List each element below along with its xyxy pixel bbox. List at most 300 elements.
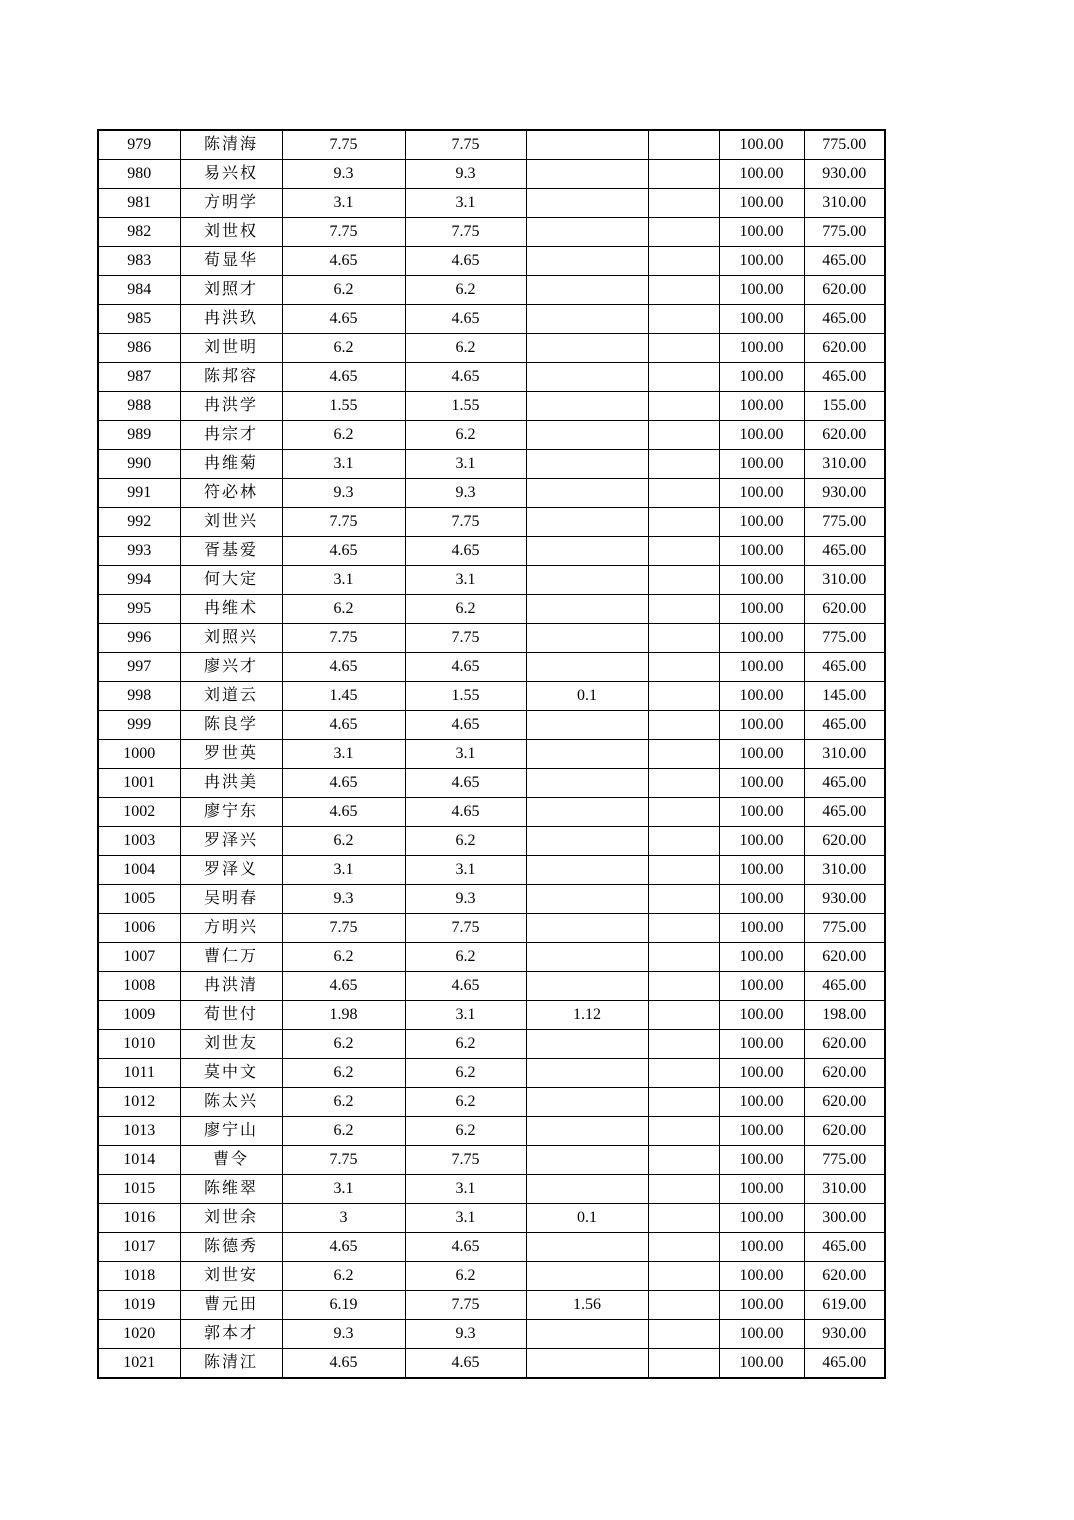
row-number-cell: 1011	[98, 1059, 180, 1088]
value-a-cell: 7.75	[282, 218, 405, 247]
value-b-cell: 4.65	[405, 711, 526, 740]
row-number-cell: 1016	[98, 1204, 180, 1233]
name-cell: 陈清江	[180, 1349, 282, 1379]
row-number-cell: 1004	[98, 856, 180, 885]
difference-cell	[526, 1349, 648, 1379]
value-a-cell: 6.2	[282, 334, 405, 363]
name-cell: 何大定	[180, 566, 282, 595]
value-a-cell: 6.2	[282, 1117, 405, 1146]
amount-cell: 930.00	[804, 885, 885, 914]
row-number-cell: 1014	[98, 1146, 180, 1175]
row-number-cell: 1018	[98, 1262, 180, 1291]
name-cell: 冉洪学	[180, 392, 282, 421]
row-number-cell: 986	[98, 334, 180, 363]
row-number-cell: 1013	[98, 1117, 180, 1146]
table-row	[98, 595, 885, 624]
value-b-cell: 4.65	[405, 537, 526, 566]
amount-cell: 465.00	[804, 1349, 885, 1379]
name-cell: 冉洪清	[180, 972, 282, 1001]
value-b-cell: 4.65	[405, 1233, 526, 1262]
value-b-cell: 6.2	[405, 1262, 526, 1291]
row-number-cell: 988	[98, 392, 180, 421]
amount-cell: 465.00	[804, 1233, 885, 1262]
blank-cell	[648, 1349, 719, 1379]
row-number-cell: 999	[98, 711, 180, 740]
row-number-cell: 991	[98, 479, 180, 508]
name-cell: 刘照才	[180, 276, 282, 305]
value-b-cell: 3.1	[405, 189, 526, 218]
rate-cell: 100.00	[719, 682, 804, 711]
rate-cell: 100.00	[719, 1320, 804, 1349]
rate-cell: 100.00	[719, 130, 804, 160]
value-b-cell: 4.65	[405, 305, 526, 334]
rate-cell: 100.00	[719, 943, 804, 972]
name-cell: 陈太兴	[180, 1088, 282, 1117]
blank-cell	[648, 305, 719, 334]
difference-cell	[526, 189, 648, 218]
value-b-cell: 6.2	[405, 595, 526, 624]
value-a-cell: 3	[282, 1204, 405, 1233]
row-number-cell: 1006	[98, 914, 180, 943]
difference-cell	[526, 1117, 648, 1146]
amount-cell: 620.00	[804, 334, 885, 363]
name-cell: 罗世英	[180, 740, 282, 769]
rate-cell: 100.00	[719, 711, 804, 740]
blank-cell	[648, 1262, 719, 1291]
amount-cell: 775.00	[804, 624, 885, 653]
name-cell: 郭本才	[180, 1320, 282, 1349]
table-row	[98, 160, 885, 189]
table-row	[98, 566, 885, 595]
value-a-cell: 4.65	[282, 798, 405, 827]
value-a-cell: 7.75	[282, 508, 405, 537]
value-a-cell: 4.65	[282, 247, 405, 276]
amount-cell: 620.00	[804, 421, 885, 450]
value-b-cell: 6.2	[405, 943, 526, 972]
rate-cell: 100.00	[719, 1291, 804, 1320]
value-a-cell: 6.2	[282, 1059, 405, 1088]
rate-cell: 100.00	[719, 218, 804, 247]
value-a-cell: 4.65	[282, 653, 405, 682]
table-body	[98, 130, 885, 1378]
name-cell: 方明兴	[180, 914, 282, 943]
amount-cell: 310.00	[804, 856, 885, 885]
value-a-cell: 7.75	[282, 624, 405, 653]
amount-cell: 620.00	[804, 827, 885, 856]
name-cell: 刘世安	[180, 1262, 282, 1291]
difference-cell: 0.1	[526, 682, 648, 711]
value-b-cell: 4.65	[405, 798, 526, 827]
table-row	[98, 450, 885, 479]
blank-cell	[648, 914, 719, 943]
difference-cell	[526, 798, 648, 827]
difference-cell	[526, 827, 648, 856]
amount-cell: 620.00	[804, 943, 885, 972]
name-cell: 冉洪美	[180, 769, 282, 798]
blank-cell	[648, 1204, 719, 1233]
value-b-cell: 9.3	[405, 160, 526, 189]
difference-cell	[526, 1233, 648, 1262]
table-row	[98, 1059, 885, 1088]
difference-cell	[526, 769, 648, 798]
name-cell: 刘世余	[180, 1204, 282, 1233]
value-a-cell: 3.1	[282, 1175, 405, 1204]
table-row	[98, 885, 885, 914]
value-a-cell: 6.2	[282, 1030, 405, 1059]
name-cell: 廖宁山	[180, 1117, 282, 1146]
rate-cell: 100.00	[719, 189, 804, 218]
blank-cell	[648, 537, 719, 566]
amount-cell: 310.00	[804, 566, 885, 595]
value-b-cell: 6.2	[405, 1059, 526, 1088]
name-cell: 陈德秀	[180, 1233, 282, 1262]
value-a-cell: 3.1	[282, 740, 405, 769]
blank-cell	[648, 711, 719, 740]
row-number-cell: 984	[98, 276, 180, 305]
blank-cell	[648, 856, 719, 885]
amount-cell: 620.00	[804, 1088, 885, 1117]
blank-cell	[648, 798, 719, 827]
value-b-cell: 7.75	[405, 914, 526, 943]
amount-cell: 465.00	[804, 537, 885, 566]
amount-cell: 465.00	[804, 798, 885, 827]
blank-cell	[648, 943, 719, 972]
table-row	[98, 392, 885, 421]
rate-cell: 100.00	[719, 1233, 804, 1262]
blank-cell	[648, 276, 719, 305]
difference-cell	[526, 1320, 648, 1349]
value-a-cell: 3.1	[282, 856, 405, 885]
blank-cell	[648, 392, 719, 421]
amount-cell: 465.00	[804, 711, 885, 740]
table-row	[98, 972, 885, 1001]
name-cell: 易兴权	[180, 160, 282, 189]
difference-cell	[526, 247, 648, 276]
data-table	[97, 129, 886, 1379]
name-cell: 刘世友	[180, 1030, 282, 1059]
rate-cell: 100.00	[719, 624, 804, 653]
blank-cell	[648, 247, 719, 276]
value-b-cell: 7.75	[405, 1291, 526, 1320]
table-row	[98, 247, 885, 276]
blank-cell	[648, 1088, 719, 1117]
value-a-cell: 6.2	[282, 276, 405, 305]
table-row	[98, 1088, 885, 1117]
rate-cell: 100.00	[719, 363, 804, 392]
blank-cell	[648, 885, 719, 914]
row-number-cell: 996	[98, 624, 180, 653]
amount-cell: 465.00	[804, 305, 885, 334]
value-a-cell: 7.75	[282, 914, 405, 943]
value-a-cell: 4.65	[282, 1349, 405, 1379]
rate-cell: 100.00	[719, 595, 804, 624]
difference-cell	[526, 566, 648, 595]
rate-cell: 100.00	[719, 334, 804, 363]
amount-cell: 930.00	[804, 479, 885, 508]
table-row	[98, 1233, 885, 1262]
value-b-cell: 1.55	[405, 682, 526, 711]
value-a-cell: 4.65	[282, 363, 405, 392]
row-number-cell: 989	[98, 421, 180, 450]
value-b-cell: 7.75	[405, 508, 526, 537]
difference-cell	[526, 943, 648, 972]
rate-cell: 100.00	[719, 1059, 804, 1088]
amount-cell: 310.00	[804, 1175, 885, 1204]
row-number-cell: 998	[98, 682, 180, 711]
row-number-cell: 990	[98, 450, 180, 479]
rate-cell: 100.00	[719, 827, 804, 856]
value-b-cell: 3.1	[405, 856, 526, 885]
table-row	[98, 276, 885, 305]
name-cell: 陈维翠	[180, 1175, 282, 1204]
rate-cell: 100.00	[719, 798, 804, 827]
table-row	[98, 1175, 885, 1204]
value-b-cell: 7.75	[405, 624, 526, 653]
name-cell: 曹仁万	[180, 943, 282, 972]
amount-cell: 465.00	[804, 972, 885, 1001]
value-a-cell: 6.2	[282, 943, 405, 972]
rate-cell: 100.00	[719, 885, 804, 914]
rate-cell: 100.00	[719, 1349, 804, 1379]
table-row	[98, 1320, 885, 1349]
difference-cell	[526, 421, 648, 450]
value-a-cell: 7.75	[282, 1146, 405, 1175]
amount-cell: 465.00	[804, 769, 885, 798]
amount-cell: 155.00	[804, 392, 885, 421]
rate-cell: 100.00	[719, 914, 804, 943]
value-a-cell: 4.65	[282, 972, 405, 1001]
table-row	[98, 189, 885, 218]
value-b-cell: 4.65	[405, 363, 526, 392]
blank-cell	[648, 334, 719, 363]
table-row	[98, 827, 885, 856]
name-cell: 刘世明	[180, 334, 282, 363]
rate-cell: 100.00	[719, 537, 804, 566]
name-cell: 冉洪玖	[180, 305, 282, 334]
amount-cell: 310.00	[804, 450, 885, 479]
difference-cell	[526, 305, 648, 334]
name-cell: 冉宗才	[180, 421, 282, 450]
value-a-cell: 9.3	[282, 885, 405, 914]
name-cell: 冉维菊	[180, 450, 282, 479]
name-cell: 冉维术	[180, 595, 282, 624]
value-a-cell: 3.1	[282, 566, 405, 595]
name-cell: 廖兴才	[180, 653, 282, 682]
table-row	[98, 856, 885, 885]
difference-cell	[526, 334, 648, 363]
value-b-cell: 6.2	[405, 334, 526, 363]
rate-cell: 100.00	[719, 160, 804, 189]
blank-cell	[648, 827, 719, 856]
table-row	[98, 1117, 885, 1146]
name-cell: 刘世兴	[180, 508, 282, 537]
blank-cell	[648, 421, 719, 450]
table-row	[98, 798, 885, 827]
amount-cell: 930.00	[804, 1320, 885, 1349]
blank-cell	[648, 595, 719, 624]
value-a-cell: 6.19	[282, 1291, 405, 1320]
amount-cell: 145.00	[804, 682, 885, 711]
blank-cell	[648, 1059, 719, 1088]
difference-cell	[526, 392, 648, 421]
blank-cell	[648, 1175, 719, 1204]
table-row	[98, 218, 885, 247]
table-row	[98, 421, 885, 450]
amount-cell: 775.00	[804, 218, 885, 247]
value-b-cell: 4.65	[405, 247, 526, 276]
difference-cell	[526, 711, 648, 740]
row-number-cell: 1003	[98, 827, 180, 856]
name-cell: 荀显华	[180, 247, 282, 276]
rate-cell: 100.00	[719, 276, 804, 305]
data-table-container	[97, 129, 886, 1379]
value-b-cell: 4.65	[405, 769, 526, 798]
row-number-cell: 1005	[98, 885, 180, 914]
amount-cell: 620.00	[804, 1262, 885, 1291]
value-b-cell: 7.75	[405, 130, 526, 160]
value-b-cell: 6.2	[405, 1030, 526, 1059]
value-a-cell: 9.3	[282, 1320, 405, 1349]
difference-cell	[526, 160, 648, 189]
amount-cell: 775.00	[804, 914, 885, 943]
value-b-cell: 6.2	[405, 1088, 526, 1117]
value-b-cell: 3.1	[405, 1204, 526, 1233]
amount-cell: 775.00	[804, 1146, 885, 1175]
table-row	[98, 682, 885, 711]
row-number-cell: 987	[98, 363, 180, 392]
table-row	[98, 1001, 885, 1030]
rate-cell: 100.00	[719, 247, 804, 276]
amount-cell: 300.00	[804, 1204, 885, 1233]
row-number-cell: 1012	[98, 1088, 180, 1117]
value-a-cell: 6.2	[282, 827, 405, 856]
blank-cell	[648, 218, 719, 247]
amount-cell: 620.00	[804, 1059, 885, 1088]
value-a-cell: 4.65	[282, 305, 405, 334]
table-row	[98, 479, 885, 508]
value-a-cell: 3.1	[282, 450, 405, 479]
value-b-cell: 7.75	[405, 218, 526, 247]
value-b-cell: 6.2	[405, 1117, 526, 1146]
row-number-cell: 982	[98, 218, 180, 247]
table-row	[98, 1349, 885, 1379]
value-b-cell: 7.75	[405, 1146, 526, 1175]
row-number-cell: 997	[98, 653, 180, 682]
name-cell: 陈邦容	[180, 363, 282, 392]
row-number-cell: 979	[98, 130, 180, 160]
table-row	[98, 1146, 885, 1175]
table-row	[98, 740, 885, 769]
rate-cell: 100.00	[719, 1117, 804, 1146]
value-b-cell: 3.1	[405, 566, 526, 595]
value-a-cell: 9.3	[282, 479, 405, 508]
rate-cell: 100.00	[719, 421, 804, 450]
table-row	[98, 130, 885, 160]
blank-cell	[648, 1146, 719, 1175]
blank-cell	[648, 450, 719, 479]
difference-cell	[526, 479, 648, 508]
value-a-cell: 9.3	[282, 160, 405, 189]
value-a-cell: 6.2	[282, 595, 405, 624]
difference-cell	[526, 740, 648, 769]
row-number-cell: 1010	[98, 1030, 180, 1059]
name-cell: 陈良学	[180, 711, 282, 740]
rate-cell: 100.00	[719, 740, 804, 769]
row-number-cell: 1015	[98, 1175, 180, 1204]
rate-cell: 100.00	[719, 1204, 804, 1233]
difference-cell	[526, 1059, 648, 1088]
rate-cell: 100.00	[719, 566, 804, 595]
name-cell: 罗泽兴	[180, 827, 282, 856]
row-number-cell: 1021	[98, 1349, 180, 1379]
amount-cell: 465.00	[804, 363, 885, 392]
row-number-cell: 1019	[98, 1291, 180, 1320]
difference-cell	[526, 595, 648, 624]
value-a-cell: 4.65	[282, 711, 405, 740]
row-number-cell: 1020	[98, 1320, 180, 1349]
blank-cell	[648, 479, 719, 508]
difference-cell	[526, 856, 648, 885]
difference-cell	[526, 1088, 648, 1117]
rate-cell: 100.00	[719, 1001, 804, 1030]
rate-cell: 100.00	[719, 1088, 804, 1117]
value-b-cell: 1.55	[405, 392, 526, 421]
blank-cell	[648, 130, 719, 160]
amount-cell: 620.00	[804, 595, 885, 624]
difference-cell	[526, 508, 648, 537]
row-number-cell: 1008	[98, 972, 180, 1001]
value-b-cell: 3.1	[405, 450, 526, 479]
name-cell: 廖宁东	[180, 798, 282, 827]
table-row	[98, 334, 885, 363]
blank-cell	[648, 1030, 719, 1059]
amount-cell: 620.00	[804, 1117, 885, 1146]
rate-cell: 100.00	[719, 1030, 804, 1059]
value-a-cell: 1.45	[282, 682, 405, 711]
name-cell: 荀世付	[180, 1001, 282, 1030]
value-a-cell: 6.2	[282, 421, 405, 450]
amount-cell: 620.00	[804, 276, 885, 305]
value-b-cell: 6.2	[405, 276, 526, 305]
blank-cell	[648, 1001, 719, 1030]
row-number-cell: 994	[98, 566, 180, 595]
row-number-cell: 1001	[98, 769, 180, 798]
value-b-cell: 4.65	[405, 972, 526, 1001]
blank-cell	[648, 1320, 719, 1349]
difference-cell	[526, 1262, 648, 1291]
value-b-cell: 9.3	[405, 1320, 526, 1349]
blank-cell	[648, 363, 719, 392]
name-cell: 曹元田	[180, 1291, 282, 1320]
value-b-cell: 3.1	[405, 1175, 526, 1204]
value-b-cell: 9.3	[405, 479, 526, 508]
row-number-cell: 1002	[98, 798, 180, 827]
row-number-cell: 980	[98, 160, 180, 189]
blank-cell	[648, 740, 719, 769]
difference-cell	[526, 1175, 648, 1204]
rate-cell: 100.00	[719, 769, 804, 798]
value-b-cell: 3.1	[405, 1001, 526, 1030]
difference-cell: 1.12	[526, 1001, 648, 1030]
blank-cell	[648, 566, 719, 595]
value-a-cell: 4.65	[282, 1233, 405, 1262]
blank-cell	[648, 624, 719, 653]
rate-cell: 100.00	[719, 305, 804, 334]
amount-cell: 620.00	[804, 1030, 885, 1059]
name-cell: 陈清海	[180, 130, 282, 160]
name-cell: 胥基爱	[180, 537, 282, 566]
difference-cell	[526, 218, 648, 247]
